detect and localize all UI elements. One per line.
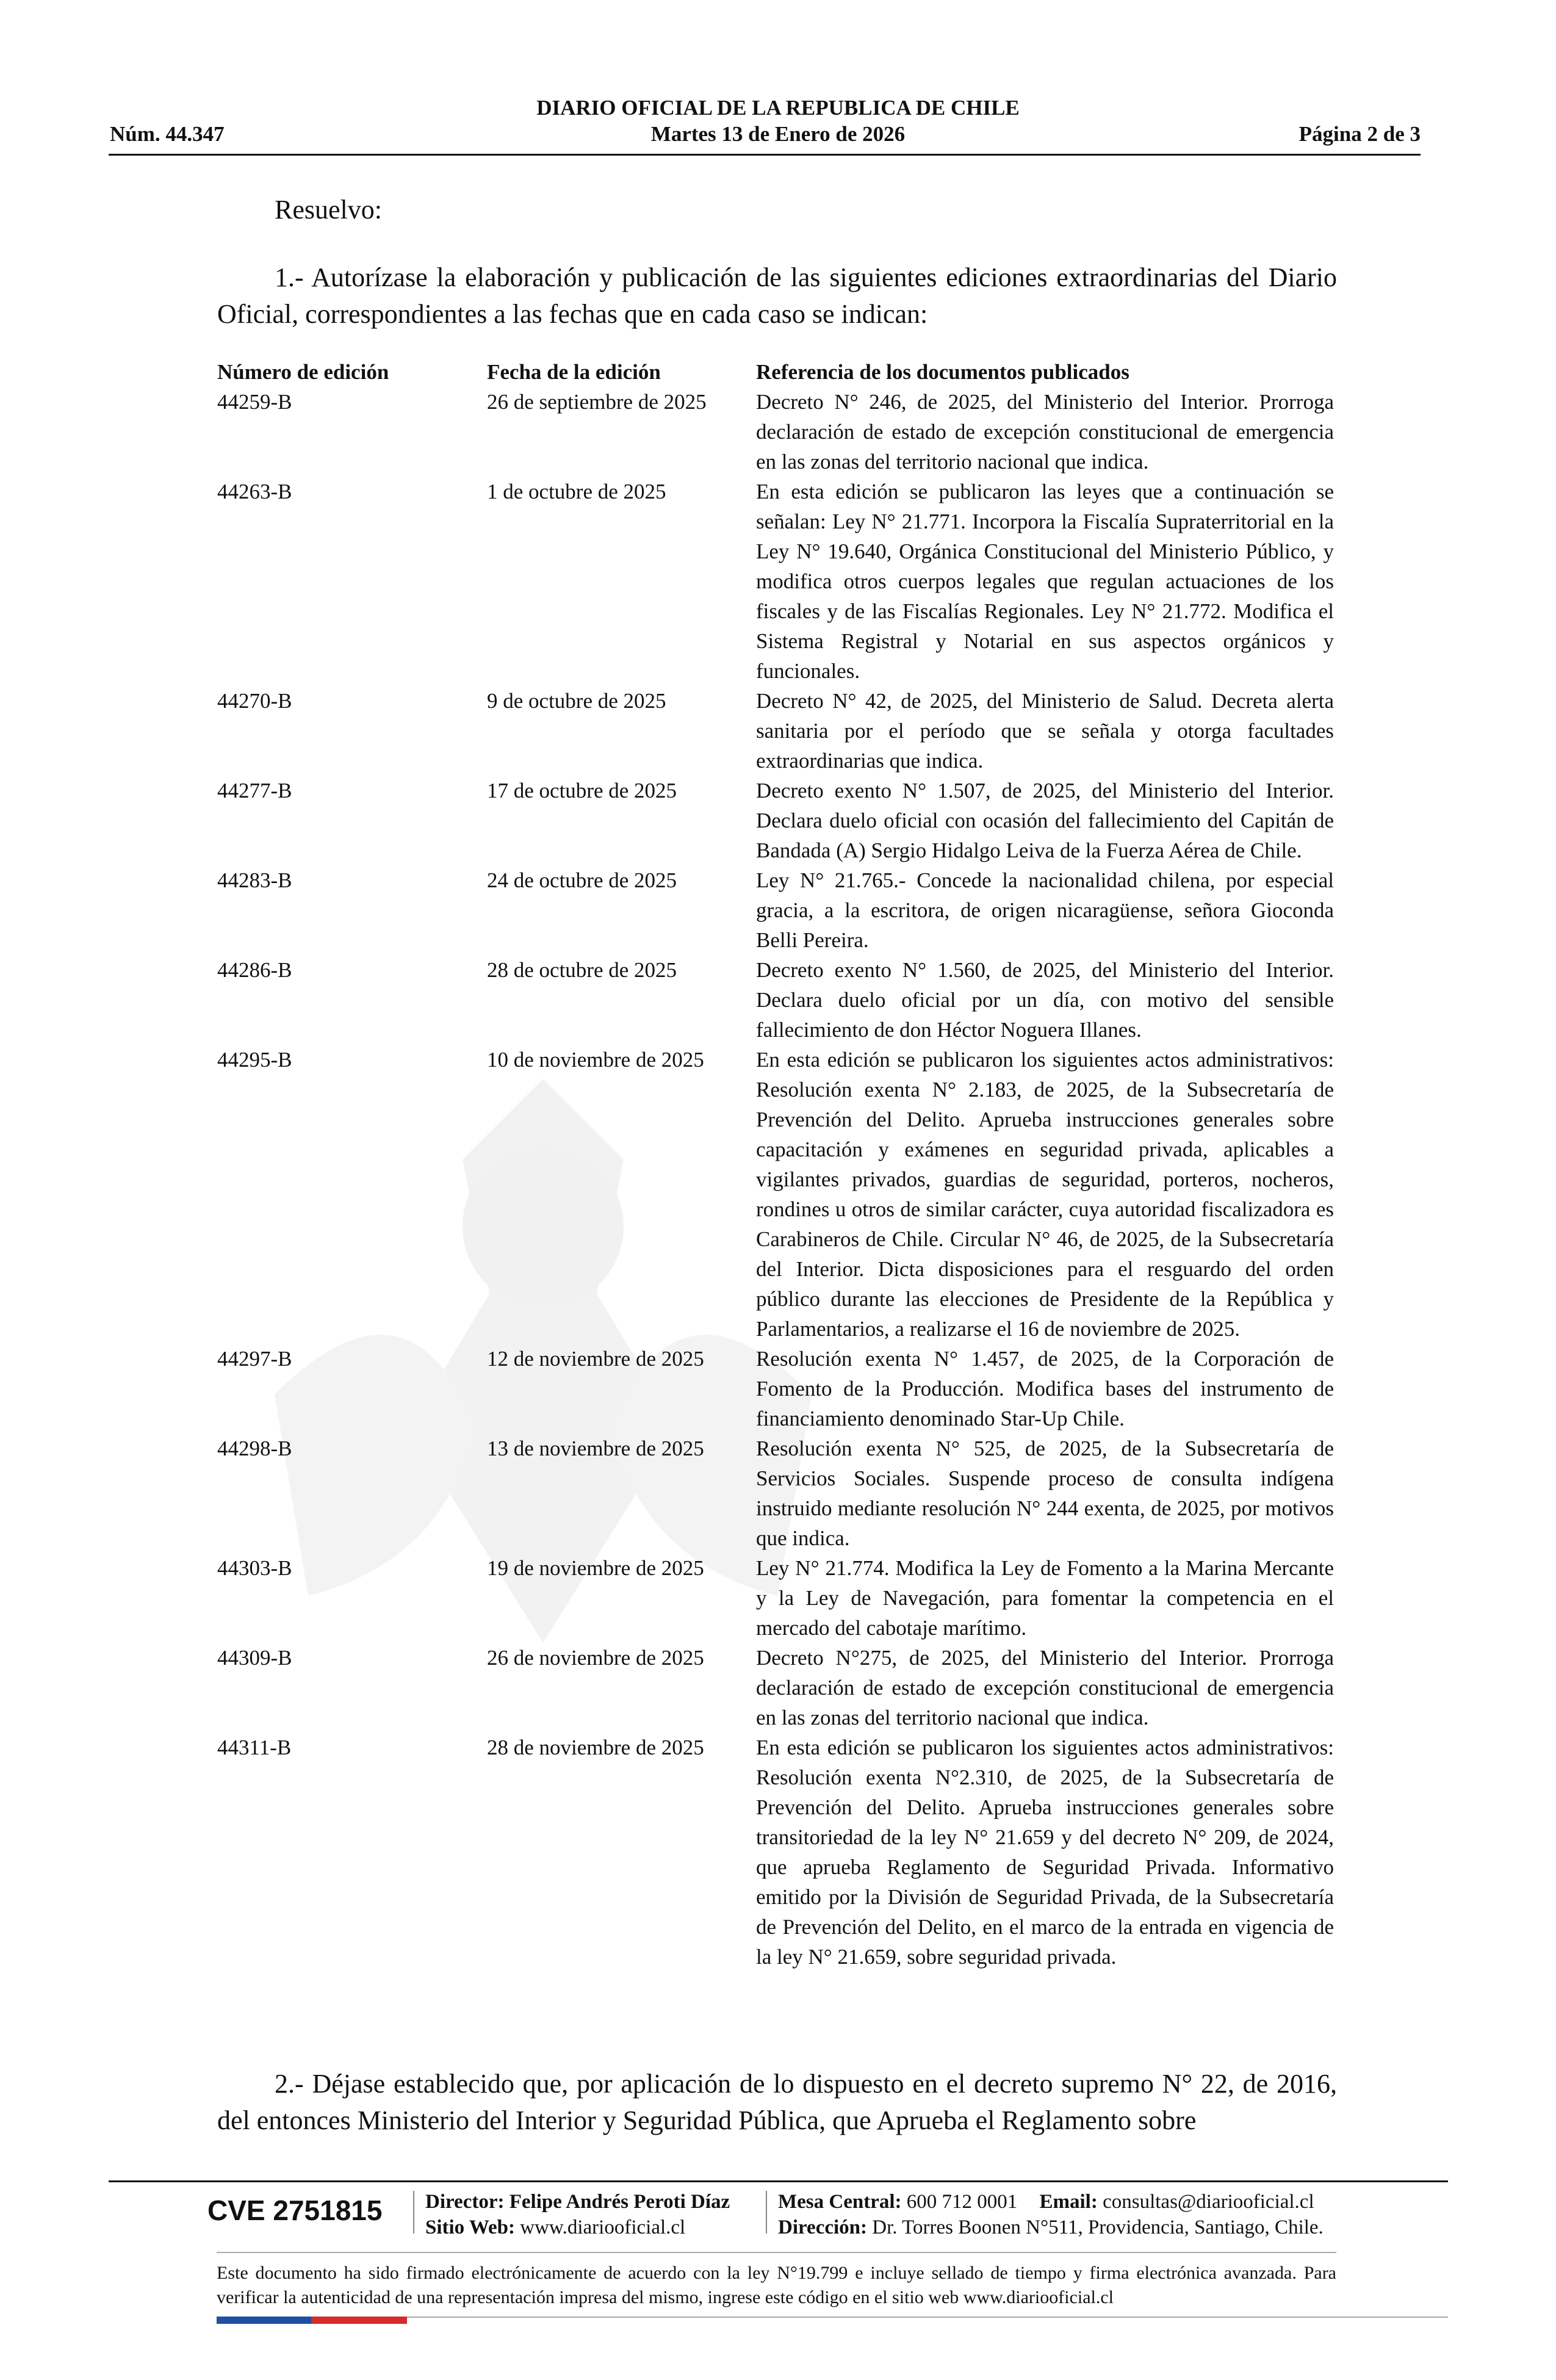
disclaimer: Este documento ha sido firmado electrónicamente de acuerdo con la ley N°19.799 e incluye sellado de tiempo y firma electrónica avanzada. Para verificar la autenticidad de una representación impresa del mismo, ingrese este código en el sitio web www.diariooficial.cl [217, 2263, 1336, 2307]
footer-divider-1 [413, 2191, 414, 2234]
table-row [217, 477, 1340, 686]
header-title: DIARIO OFICIAL DE LA REPUBLICA DE CHILE [536, 96, 1020, 120]
edition-reference: Decreto exento N° 1.507, de 2025, del Ministerio del Interior. Declara duelo oficial con ocasión del fallecimiento del Capitán de Bandada (A) Sergio Hidalgo Leiva de la Fuerza Aérea de Chile. [756, 779, 1334, 862]
header-page: Página 2 de 3 [1298, 122, 1421, 146]
edition-date: 12 de noviembre de 2025 [487, 1347, 704, 1371]
table-header-fecha: Fecha de la edición [487, 360, 661, 384]
edition-reference: Decreto exento N° 1.560, de 2025, del Ministerio del Interior. Declara duelo oficial por un día, con motivo del sensible fallecimiento de don Héctor Noguera Illanes. [756, 958, 1334, 1042]
table-row [217, 1643, 1340, 1733]
direccion-line [778, 2216, 1324, 2239]
edition-reference: Resolución exenta N° 525, de 2025, de la Subsecretaría de Servicios Sociales. Suspende proceso de consulta indígena instruido mediante resolución N° 244 exenta, de 2025, por motivos que indica. [756, 1437, 1334, 1550]
footer-rule-top [109, 2180, 1448, 2182]
edition-date: 24 de octubre de 2025 [487, 868, 677, 892]
mesa-label: Mesa Central: [778, 2191, 902, 2213]
edition-reference: Resolución exenta N° 1.457, de 2025, de la Corporación de Fomento de la Producción. Modifica bases del instrumento de financiamiento denominado Star-Up Chile. [756, 1347, 1334, 1430]
mesa-line [778, 2191, 1314, 2213]
flag-stripe-red [311, 2317, 407, 2324]
header-rule [109, 154, 1421, 156]
edition-date: 17 de octubre de 2025 [487, 779, 677, 802]
edition-reference: Ley N° 21.765.- Concede la nacionalidad chilena, por especial gracia, a la escritora, de origen nicaragüense, señora Gioconda Belli Pereira. [756, 868, 1334, 952]
edition-reference: Decreto N°275, de 2025, del Ministerio del Interior. Prorroga declaración de estado de excepción constitucional de emergencia en las zonas del territorio nacional que indica. [756, 1646, 1334, 1729]
direccion-value: Dr. Torres Boonen N°511, Providencia, Santiago, Chile. [872, 2216, 1324, 2238]
edition-number: 44283-B [217, 868, 292, 892]
sitio-line [425, 2216, 685, 2239]
edition-number: 44298-B [217, 1437, 292, 1460]
edition-date: 26 de septiembre de 2025 [487, 390, 707, 414]
edition-reference: En esta edición se publicaron las leyes que a continuación se señalan: Ley N° 21.771. Incorpora la Fiscalía Supraterritorial en la Ley N° 19.640, Orgánica Constitucional del Ministerio Público, y modifica otros cuerpos legales que regulan actuaciones de los fiscales y de las Fiscalías Regionales. Ley N° 21.772. Modifica el Sistema Registral y Notarial en sus aspectos orgánicos y funcionales. [756, 480, 1334, 683]
table-row [217, 776, 1340, 865]
direccion-label: Dirección: [778, 2216, 868, 2238]
flag-stripe-blue [217, 2317, 311, 2324]
edition-reference: Ley N° 21.774. Modifica la Ley de Fomento a la Marina Mercante y la Ley de Navegación, para fomentar la competencia en el mercado del cabotaje marítimo. [756, 1556, 1334, 1640]
edition-number: 44259-B [217, 390, 292, 414]
mesa-value: 600 712 0001 [906, 2191, 1018, 2213]
cve-code: CVE 2751815 [207, 2194, 383, 2226]
paragraph-2: 2.- Déjase establecido que, por aplicación de lo dispuesto en el decreto supremo N° 22, de 2016, del entonces Ministerio del Interior y Seguridad Pública, que Aprueba el Reglamento sobre [217, 2069, 1337, 2135]
table-row [217, 1344, 1340, 1433]
director-label: Director: [425, 2191, 505, 2213]
table-row [217, 1045, 1340, 1344]
paragraph-1: 1.- Autorízase la elaboración y publicación de las siguientes ediciones extraordinarias del Diario Oficial, correspondientes a las fechas que en cada caso se indican: [217, 262, 1337, 329]
edition-number: 44297-B [217, 1347, 292, 1371]
edition-number: 44295-B [217, 1048, 292, 1072]
table-row [217, 1433, 1340, 1553]
edition-date: 1 de octubre de 2025 [487, 480, 666, 503]
table-header-referencia: Referencia de los documentos publicados [756, 360, 1129, 384]
edition-number: 44303-B [217, 1556, 292, 1580]
edition-number: 44263-B [217, 480, 292, 503]
edition-date: 28 de octubre de 2025 [487, 958, 677, 982]
sitio-label: Sitio Web: [425, 2216, 516, 2238]
table-row [217, 686, 1340, 776]
table-row [217, 387, 1340, 477]
table-header-edicion: Número de edición [217, 360, 389, 384]
edition-date: 10 de noviembre de 2025 [487, 1048, 704, 1072]
footer-divider-2 [766, 2191, 767, 2234]
table-row [217, 1733, 1340, 1972]
header-num: Núm. 44.347 [110, 122, 225, 146]
edition-date: 9 de octubre de 2025 [487, 689, 666, 713]
edition-number: 44311-B [217, 1736, 292, 1759]
edition-reference: En esta edición se publicaron los siguientes actos administrativos: Resolución exenta N°2.310, de 2025, de la Subsecretaría de Prevención del Delito. Aprueba instrucciones generales sobre transitoriedad de la ley N° 21.659 y del decreto N° 209, de 2024, que aprueba Reglamento de Seguridad Privada. Informativo emitido por la División de Seguridad Privada, de la Subsecretaría de Prevención del Delito, en el marco de la entrada en vigencia de la ley N° 21.659, sobre seguridad privada. [756, 1736, 1334, 1969]
edition-date: 13 de noviembre de 2025 [487, 1437, 704, 1460]
resuelvo-label: Resuelvo: [275, 195, 382, 225]
table-row [217, 865, 1340, 955]
email-label: Email: [1039, 2191, 1098, 2213]
edition-reference: Decreto N° 246, de 2025, del Ministerio del Interior. Prorroga declaración de estado de excepción constitucional de emergencia en las zonas del territorio nacional que indica. [756, 390, 1334, 474]
table-body [217, 387, 1340, 1972]
edition-number: 44286-B [217, 958, 292, 982]
edition-reference: Decreto N° 42, de 2025, del Ministerio de Salud. Decreta alerta sanitaria por el período que se señala y otorga facultades extraordinarias que indica. [756, 689, 1334, 773]
director-value: Felipe Andrés Peroti Díaz [509, 2191, 730, 2213]
edition-number: 44277-B [217, 779, 292, 802]
edition-date: 26 de noviembre de 2025 [487, 1646, 704, 1670]
footer-rule-mid [217, 2252, 1336, 2253]
sitio-link[interactable]: www.diariooficial.cl [520, 2216, 686, 2238]
edition-date: 28 de noviembre de 2025 [487, 1736, 704, 1759]
header-date: Martes 13 de Enero de 2026 [650, 122, 906, 146]
edition-date: 19 de noviembre de 2025 [487, 1556, 704, 1580]
table-row [217, 1553, 1340, 1643]
edition-number: 44309-B [217, 1646, 292, 1670]
table-row [217, 955, 1340, 1045]
director-line [425, 2191, 730, 2213]
email-link[interactable]: consultas@diariooficial.cl [1103, 2191, 1314, 2213]
edition-number: 44270-B [217, 689, 292, 713]
edition-reference: En esta edición se publicaron los siguientes actos administrativos: Resolución exenta N° 2.183, de 2025, de la Subsecretaría de Prevención del Delito. Aprueba instrucciones generales sobre capacitación y exámenes en seguridad privada, aplicables a vigilantes privados, guardias de seguridad, porteros, nocheros, rondines u otros de similar carácter, cuya autoridad fiscalizadora es Carabineros de Chile. Circular N° 46, de 2025, de la Subsecretaría del Interior. Dicta disposiciones para el resguardo del orden público durante las elecciones de Presidente de la República y Parlamentarios, a realizarse el 16 de noviembre de 2025. [756, 1048, 1334, 1341]
